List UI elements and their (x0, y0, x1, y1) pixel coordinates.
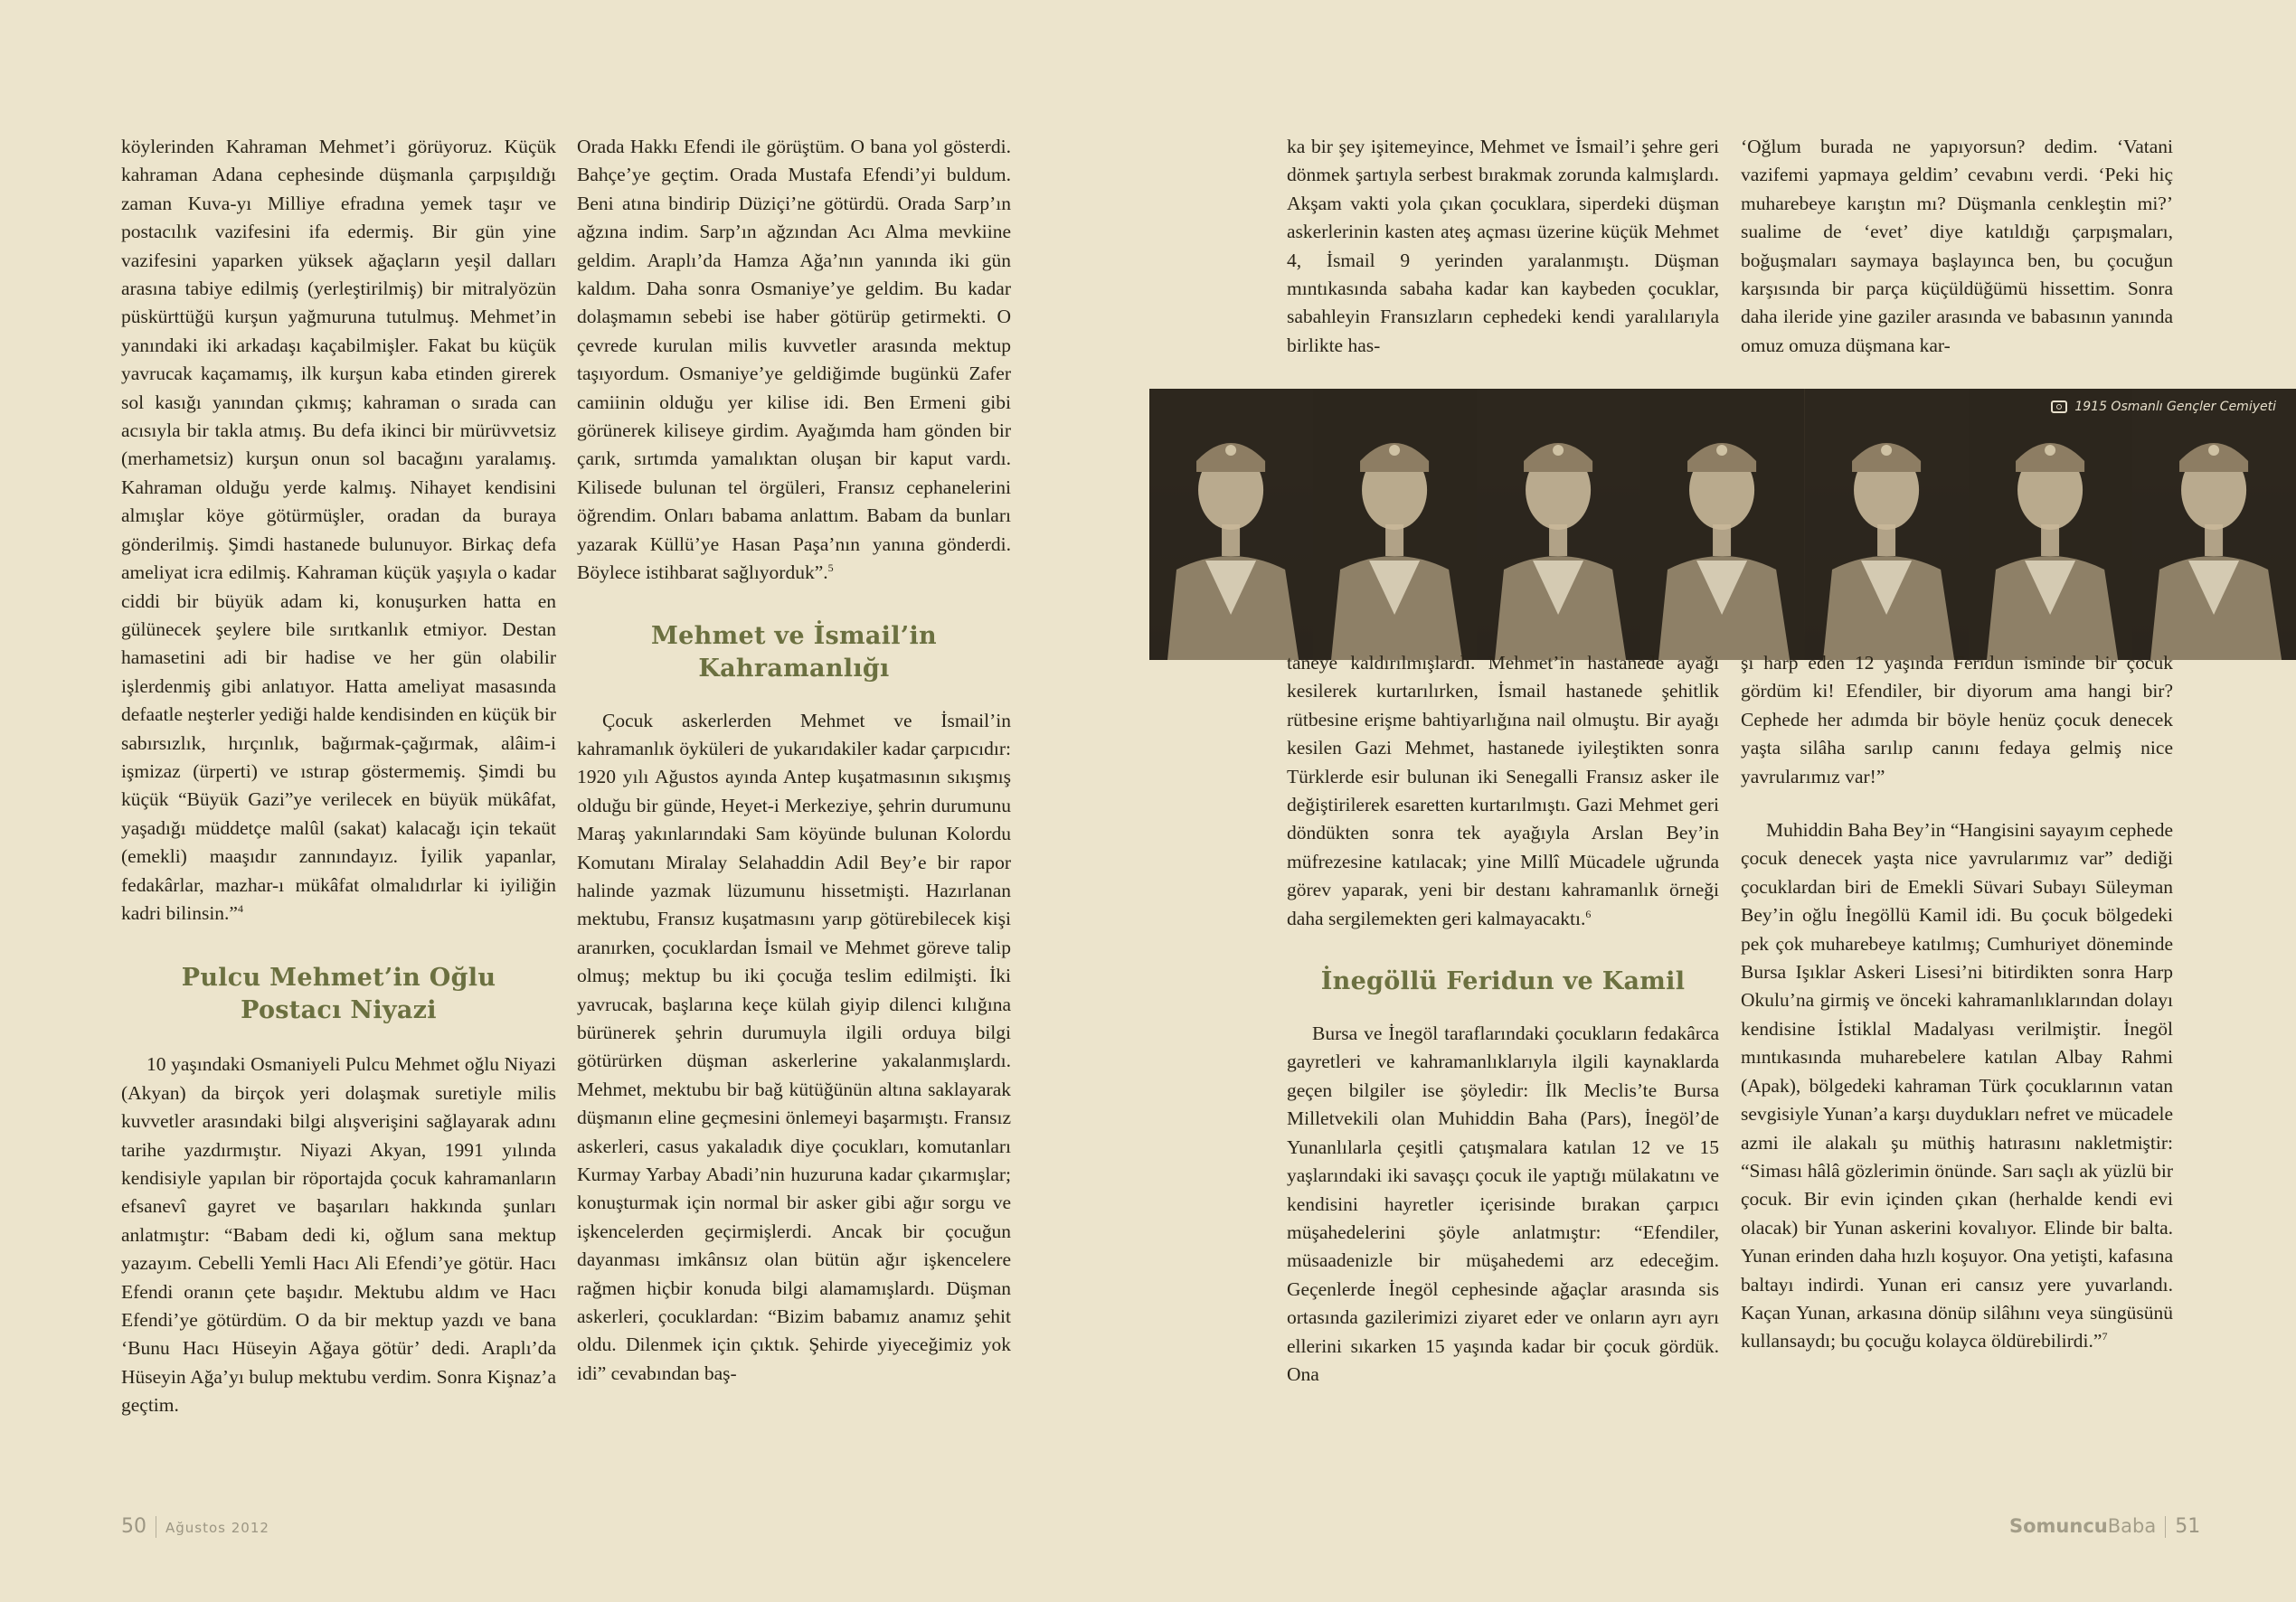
body-paragraph: Orada Hakkı Efendi ile görüştüm. O bana yol gösterdi. Bahçe’ye geçtim. Orada Mustafa Efendi’yi buldum. Beni atına bindirip Düziçi’ne götürdü. Orada Sarp’ın ağzına indim. Sarp’ın ağzından Acı Alma mevkiine geldim. Araplı’da Hamza Ağa’nın yanında iki gün kaldım. Daha sonra Osmaniye’ye geldim. Bu kadar dolaşmamın sebebi ise haber götürüp getirmekti. O çevrede kurulan milis kuvvetler arasında mektup taşıyordum. Osmaniye’ye geldiğimde bugünkü Zafer camiinin olduğu yer kilise idi. Ben Ermeni gibi görünerek kiliseye girdim. Ayağımda ham gönden bir çarık, sırtımda yamalıktan oluşan bir kaput vardı. Kilisede bulunan tel örgüleri, Fransız cephanelerini öğrendim. Onları babama anlattım. Babam da bunları yazarak Küllü’ye Hasan Paşa’nın yanına gönderdi. Böylece istihbarat sağlıyorduk”.$^5$ (577, 136, 1011, 584)
body-paragraph: Bursa ve İnegöl taraflarındaki çocukların fedakârca gayretleri ve kahramanlıklarıyla ilgili kaynaklarda geçen bilgiler ise şöyledir: İlk Meclis’te Bursa Milletvekili olan Muhiddin Baha (Pars), İnegöl’de Yunanlılarla çeşitli çatışmalara katılan 12 ve 15 yaşlarındaki iki savaşçı çocuk ile yaptığı mülakatını ve kendisini hayretler içerisinde bırakan çarpıcı müşahedelerini şöyle anlatmıştır: “Efendiler, müsaadenizle bir müşahedemi arz edeceğim. Geçenlerde İnegöl cephesinde ağaçlar arasında sis ortasında gazilerimizi ziyaret eder ve onların ayrı ayrı ellerini sıkarken 15 yaşında kadar bir çocuk gördük. Ona (1287, 1022, 1719, 1385)
body-paragraph: köylerinden Kahraman Mehmet’i görüyoruz. Küçük kahraman Adana cephesinde düşmanla çarpışıldığı zaman Kuva-yı Milliye efradına yemek taşır ve postacılık vazifesini ifa edermiş. Bir gün yine vazifesini yaparken yüksek ağaçların yeşil dalları arasına tabiye edilmiş (yerleştirilmiş) bir mitralyözün püskürttüğü kurşun yağmuruna tutulmuş. Mehmet’in yanındaki iki arkadaşı kaçabilmişler. Fakat bu küçük yavrucak kaçamamış, ilk kurşun kaba etinden girerek sol kasığı yanından çıkmış; kahraman o sırada can acısıyla bir takla atmış. Bu defa ikinci bir mürüvvetsiz (merhametsiz) kurşun onun sol bacağını yaralamış. Kahraman olduğu yerde kalmış. Nihayet kendisini almışlar köye götürmüşler, oradan da buraya gönderilmiş. Şimdi hastanede bulunuyor. Birkaç defa ameliyat icra edilmiş. Kahraman küçük yaşıyla o kadar ciddi bir büyük adam ki, konuşurken hatta en gülünecek şeylere bile sırıtkanlık etmiyor. Destan hamasetini adi bir hadise ve her gün olabilir işlerdenmiş gibi anlatıyor. Hatta ameliyat masasında defaatle neşterler yediği halde kendisinden en küçük bir sabırsızlık, hırçınlık, bağırmak-çağırmak, alâim-i işmizaz (ürperti) ve ıstırap göstermemiş. Şimdi bu küçük “Büyük Gazi”ye verilecek en büyük mükâfat, yaşadığı müddetçe malûl (sakat) kalacağı için tekaüt (emekli) maaşıdır zannındayız. İyilik yapanlar, fedakârlar, mazhar-ı mükâfat olmalıdırlar ki iyiliğin kadri bilinsin.”$^4$ (121, 136, 556, 924)
body-paragraph: şı harp eden 12 yaşında Feridun isminde bir çocuk gördüm ki! Efendiler, bir diyorum ama hangi bir? Cephede her adımda bir böyle henüz çocuk denecek yaşta silâha sarılıp canını fedaya gelmiş nice yavrularımız var!” (1741, 652, 2173, 787)
issue-date: Ağustos 2012 (165, 1520, 269, 1536)
camera-icon (2051, 400, 2067, 413)
footnote-ref: 5 (827, 561, 834, 574)
body-paragraph: 10 yaşındaki Osmaniyeli Pulcu Mehmet oğlu Niyazi (Akyan) da birçok yeri dolaşmak suretiyle milis kuvvetler arasındaki bilgi alışverişini sağlayarak adını tarihe yazdırmıştır. Niyazi Akyan, 1991 yılında kendisiyle yapılan bir röportajda çocuk kahramanların efsanevî gayret ve başarıları hakkında şunları anlatmıştır: “Babam dedi ki, oğlum sana mektup yazayım. Cebelli Yemli Hacı Ali Efendi’ye götür. Hacı Efendi oranın çete başıdır. Mektubu aldım ve Hacı Efendi’ye götürdüm. O da bir mektup yazdı ve bana ‘Bunu Hacı Hüseyin Ağaya götür’ dedi. Araplı’da Hüseyin Ağa’yı bulup mektubu verdim. Sonra Kişnaz’a geçtim. (121, 1053, 556, 1417)
right-column-1-bottom (1287, 649, 1719, 1389)
photo-caption: 1915 Osmanlı Gençler Cemiyeti (2051, 400, 2276, 414)
footnote-ref: 7 (2102, 1330, 2108, 1343)
body-paragraph: ‘Oğlum burada ne yapıyorsun? dedim. ‘Vatani vazifemi yapmaya geldim’ cevabını verdi. ‘Peki hiç muharebeye karıştın mı? Düşmanla cenkleştin mi?’ sualime de ‘evet’ diye katıldığı çarpışmaları, boğuşmaları saymaya başlayınca ben, bu çocuğun karşısında bir parça küçüldüğümü hissettim. Sonra daha ileride yine gaziler arasında ve babasının yanında omuz omuza düşmana kar- (1741, 136, 2173, 356)
boy-figure (1313, 389, 1477, 660)
magazine-brand: SomuncuBaba (2009, 1515, 2157, 1537)
boy-figure (1149, 389, 1313, 660)
boy-figure (1805, 389, 1969, 660)
footnote-ref: 6 (1585, 907, 1592, 920)
right-column-1-top (1287, 133, 1719, 360)
footnote-ref: 4 (237, 901, 243, 915)
page-number: 51 (2175, 1515, 2201, 1538)
boy-figure (1477, 389, 1640, 660)
right-column-2-bottom (1741, 649, 2173, 1356)
right-footer (2009, 1515, 2200, 1538)
body-paragraph: Muhiddin Baha Bey’in “Hangisini sayayım cephede çocuk denecek yaşta nice yavrularımız var” dediği çocuklardan biri de Emekli Süvari Subayı Süleyman Bey’in oğlu İnegöllü Kamil idi. Bu çocuk bölgedeki pek çok muharebeye katılmış; Cumhuriyet döneminde Bursa Işıklar Askeri Lisesi’ni bitirdikten sonra Harp Okulu’na girmiş ve önceki kahramanlıklarından dolayı kendisine İstiklal Madalyası verilmiştir. İnegöl mıntıkasında muharebelere katılan Albay Rahmi (Apak), bölgedeki kahraman Türk çocuklarının vatan sevgisiyle Yunan’a karşı duydukları nefret ve mücadele azmi ile alakalı şu müthiş hatırasını nakletmiştir: “Siması hâlâ gözlerimin önünde. Sarı saçlı ak yüzlü bir çocuk. Bir evin içinden çıkan (herhalde kendi evi olacak) bir Yunan askerini kovalıyor. Elinde bir balta. Yunan erinden daha hızlı koşuyor. Ona yetişti, kafasına baltayı indirdi. Yunan eri cansız yere yuvarlandı. Kaçan Yunan, arkasına dönüp silâhını veya süngüsünü kullansaydı; bu çocuğu kolayca öldürebilirdi.”$^7$ (1741, 819, 2173, 1352)
historical-photo (1149, 389, 2296, 660)
right-column-2-top (1741, 133, 2173, 360)
boy-figure (1640, 389, 1804, 660)
page-number: 50 (121, 1515, 146, 1538)
left-footer (121, 1515, 269, 1538)
body-paragraph: Çocuk askerlerden Mehmet ve İsmail’in kahramanlık öyküleri de yukarıdakiler kadar çarpıcıdır: 1920 yılı Ağustos ayında Antep kuşatmasının sıkışmış olduğu bir günde, Heyet-i Merkeziye, şehrin durumunu Maraş yakınlarındaki Sam köyünde bulunan Kolordu Komutanı Miralay Selahaddin Adil Bey’e bir rapor halinde yazmak lüzumunu hissetmişti. Hazırlanan mektubu, Fransız kuşatmasını yarıp götürebilecek kişi aranırken, çocuklardan İsmail ve Mehmet göreve talip olmuş; mektup bu iki çocuğa teslim edilmişti. İki yavrucak, başlarına keçe külah giyip dilenci kılığına bürünerek şehrin durumuyla ilgili orduya bilgi götürürken düşman askerlerine yakalanmışlardı. Mehmet, mektubu bir bağ kütüğünün altına saklayarak düşmanın eline geçmesini önlemeyi başarmıştı. Fransız askerleri, casus yakaladık diye çocukları, komutanları Kurmay Yarbay Abadi’nin huzuruna kadar çıkarmışlar; konuşturmak için normal bir asker gibi ağır sorgu ve işkencelerden geçirmişlerdi. Ancak bir çocuğun dayanması imkânsız olan bütün ağır işkencelere rağmen hiçbir konuda bilgi alamamışlardı. Düşman askerleri, çocuklardan: “Bizim babamız anamız şehit oldu. Dilenmek için çıktık. Şehirde yiyeceğimiz yok idi” cevabından baş- (577, 709, 1011, 1384)
body-paragraph: taneye kaldırılmışlardı. Mehmet’in hastanede ayağı kesilerek kurtarılırken, İsmail hastanede şehitlik rütbesine erişme bahtiyarlığına nail olmuştu. Bir ayağı kesilen Gazi Mehmet, hastanede iyileştikten sonra Türklerde esir bulunan iki Senegalli Fransız asker ile değiştirilerek esaretten kurtarılmıştı. Gazi Mehmet geri döndükten sonra tek ayağıyla Arslan Bey’in müfrezesine katılacak; yine Millî Mücadele uğrunda görev yaparak, yeni bir destanı kahramanlık örneği daha sergilemekten geri kalmayacaktı.$^6$ (1287, 652, 1719, 929)
body-paragraph: ka bir şey işitemeyince, Mehmet ve İsmail’i şehre geri dönmek şartıyla serbest bırakmak zorunda kalmışlardı. Akşam vakti yola çıkan çocuklara, siperdeki düşman askerlerinin kasten ateş açması üzerine küçük Mehmet 4, İsmail 9 yerinden yaralanmıştı. Düşman mıntıkasında sabaha kadar kan kaybeden çocuklar, sabahleyin Fransızların cephedeki kendi yaralılarıyla birlikte has- (1287, 136, 1719, 356)
section-heading: Pulcu Mehmet’in Oğlu Postacı Niyazi (181, 964, 496, 1025)
left-column-2 (577, 133, 1011, 1388)
footer-divider (2165, 1516, 2166, 1538)
boy-figure (1969, 389, 2132, 660)
boy-figure (2132, 389, 2296, 660)
left-column-1 (121, 133, 556, 1420)
section-heading: Mehmet ve İsmail’in Kahramanlığı (651, 621, 937, 683)
section-heading: İnegöllü Feridun ve Kamil (1320, 967, 1686, 996)
